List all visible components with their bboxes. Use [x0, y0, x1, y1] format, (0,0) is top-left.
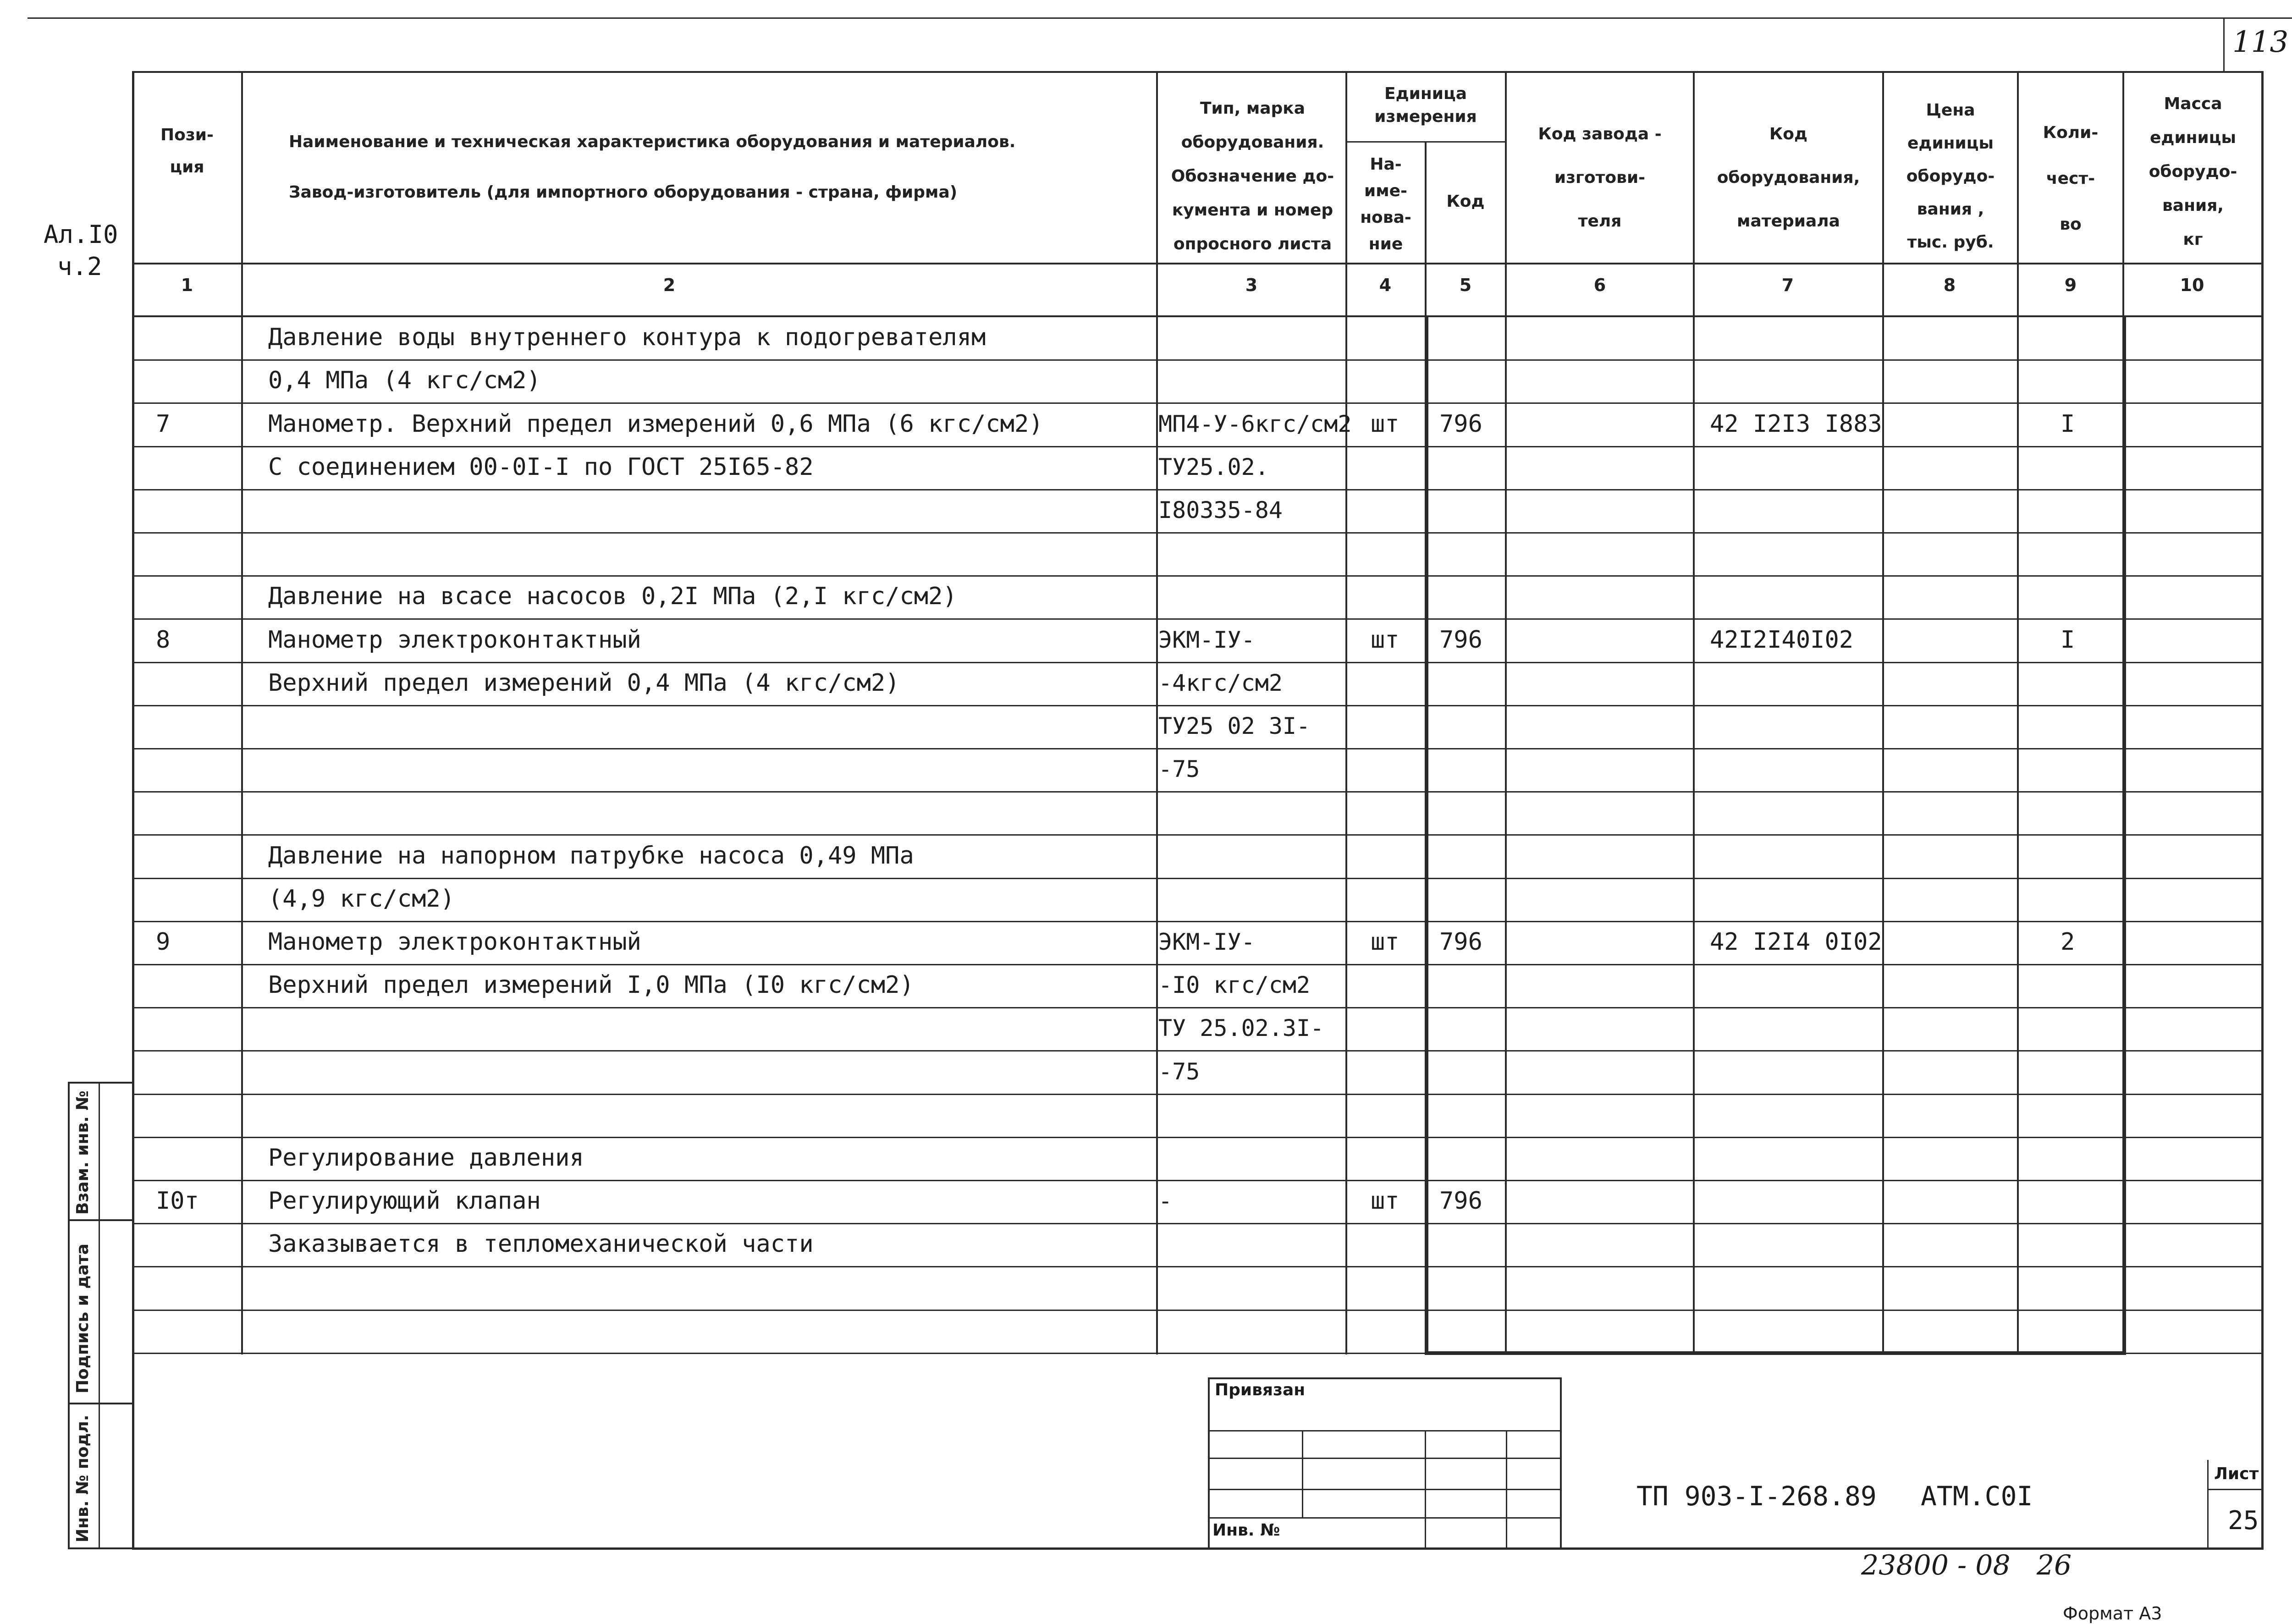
row-pos: 8 [156, 626, 171, 654]
row-unit: шт [1371, 410, 1399, 438]
row-type: МП4-У-6кгс/см2 [1158, 411, 1352, 437]
row-name: Манометр электроконтактный [268, 928, 641, 956]
row-qty: 2 [2061, 928, 2075, 956]
doc-code: ТП 903-I-268.89 [1636, 1481, 1877, 1512]
doc-mark: АТМ.С0I [1921, 1481, 2033, 1512]
col-num-9: 9 [2064, 275, 2077, 295]
left-ref-2: ч.2 [57, 252, 102, 281]
row-name: Давление на напорном патрубке насоса 0,49 МПа [268, 842, 914, 870]
col-num-3: 3 [1245, 275, 1258, 295]
row-code: 796 [1439, 928, 1482, 956]
col-num-10: 10 [2180, 275, 2204, 295]
left-ref-1: Ал.I0 [44, 220, 118, 249]
frame-left [132, 71, 134, 1549]
row-equip-code: 42 I2I3 I883 [1710, 410, 1882, 438]
hdr-plant-code: Код завода - изготови- теля [1538, 125, 1662, 231]
row-type: -75 [1158, 1058, 1200, 1085]
row-name: Верхний предел измерений I,0 МПа (I0 кгс/см2) [268, 971, 914, 999]
row-name: Манометр. Верхний предел измерений 0,6 МПа (6 кгс/см2) [268, 410, 1043, 438]
row-unit: шт [1371, 626, 1399, 654]
row-equip-code: 42I2I40I02 [1710, 626, 1854, 654]
row-name: Регулирование давления [268, 1144, 584, 1172]
hdr-unit-code: Код [1446, 192, 1485, 211]
col-num-4: 4 [1379, 275, 1392, 295]
row-type: -75 [1158, 756, 1200, 782]
row-name: 0,4 МПа (4 кгс/см2) [268, 367, 541, 394]
row-name: Верхний предел измерений 0,4 МПа (4 кгс/см2) [268, 669, 900, 697]
hdr-type: Тип, марка оборудования. Обозначение до- кумента и номер опросного листа [1171, 99, 1334, 253]
row-type: ТУ25.02. [1158, 454, 1269, 480]
hdr-mass: Масса единицы оборудо- вания, кг [2149, 94, 2237, 249]
row-type: ЭКМ-IУ- [1158, 627, 1255, 653]
hdr-name: Наименование и техническая характеристика оборудования и материалов. Завод-изготовитель (для импортного оборудования - страна, фирма) [289, 132, 1016, 202]
row-type: ЭКМ-IУ- [1158, 929, 1255, 955]
stamp-vzam: Взам. инв. № [73, 1090, 92, 1215]
row-code: 796 [1439, 1187, 1482, 1215]
format-label: Формат А3 [2063, 1603, 2162, 1624]
row-name: Заказывается в тепломеханической части [268, 1230, 814, 1258]
row-type: -4кгс/см2 [1158, 670, 1283, 696]
row-unit: шт [1371, 928, 1399, 956]
privyazan-label: Привязан [1215, 1381, 1306, 1399]
row-unit: шт [1371, 1187, 1399, 1215]
col-num-5: 5 [1459, 275, 1472, 295]
row-type: - [1158, 1188, 1173, 1214]
hdr-position: Пози- ция [160, 126, 214, 176]
row-code: 796 [1439, 626, 1482, 654]
row-type: ТУ 25.02.3I- [1158, 1015, 1324, 1041]
stamp-inv-podl: Инв. № подл. [73, 1415, 92, 1542]
hdr-unit: Единица измерения [1374, 84, 1477, 126]
footer-note: 23800 - 08 26 [1861, 1549, 2072, 1581]
col-num-2: 2 [663, 275, 676, 295]
col-num-6: 6 [1593, 275, 1606, 295]
row-name: Давление воды внутреннего контура к подогревателям [268, 324, 986, 351]
row-qty: I [2061, 626, 2075, 654]
hdr-equip-code: Код оборудования, материала [1717, 125, 1860, 231]
row-name: (4,9 кгс/см2) [268, 885, 455, 913]
row-code: 796 [1439, 410, 1482, 438]
row-name: Манометр электроконтактный [268, 626, 641, 654]
inv-no-label: Инв. № [1212, 1521, 1280, 1540]
col-num-1: 1 [181, 275, 193, 295]
row-equip-code: 42 I2I4 0I02 [1710, 928, 1882, 956]
hdr-unit-name: На- име- нова- ние [1360, 155, 1411, 253]
row-type: I80335-84 [1158, 497, 1283, 523]
row-pos: 9 [156, 928, 171, 956]
sheet-number: 25 [2228, 1506, 2259, 1536]
row-type: ТУ25 02 3I- [1158, 713, 1311, 739]
sheet-label: Лист [2214, 1464, 2259, 1483]
row-pos: 7 [156, 410, 171, 438]
row-type: -I0 кгс/см2 [1158, 972, 1311, 998]
row-name: С соединением 00-0I-I по ГОСТ 25I65-82 [268, 453, 814, 481]
row-qty: I [2061, 410, 2075, 438]
row-name: Давление на всасе насосов 0,2I МПа (2,I кгс/см2) [268, 583, 957, 610]
row-name: Регулирующий клапан [268, 1187, 541, 1215]
col-num-8: 8 [1943, 275, 1956, 295]
hdr-price: Цена единицы оборудо- вания , тыс. руб. [1906, 101, 1995, 252]
sheet-corner-number: 113 [2232, 25, 2289, 59]
row-pos: I0т [156, 1187, 199, 1215]
stamp-podpis: Подпись и дата [73, 1244, 92, 1393]
col-num-7: 7 [1781, 275, 1794, 295]
hdr-qty: Коли- чест- во [2043, 123, 2099, 234]
